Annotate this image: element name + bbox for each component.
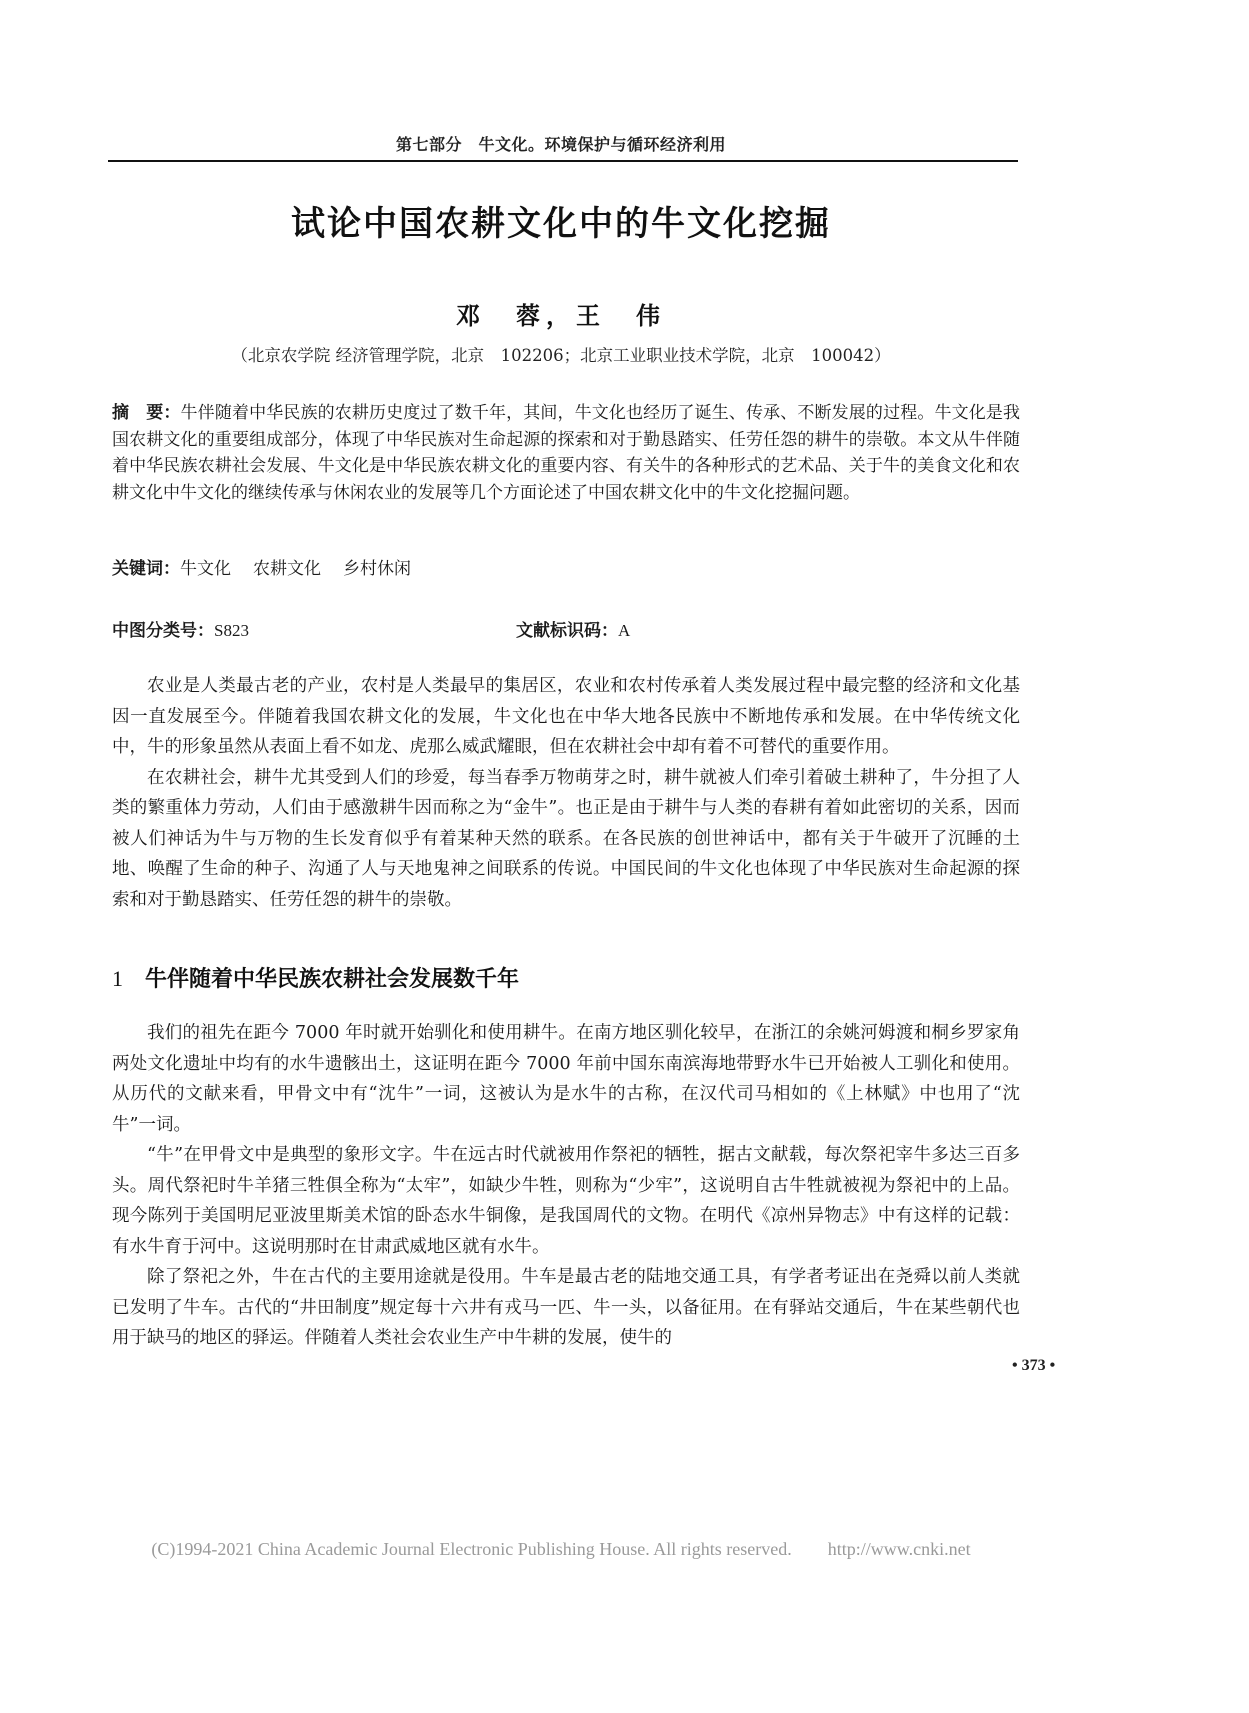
- body-paragraph: 在农耕社会，耕牛尤其受到人们的珍爱，每当春季万物萌芽之时，耕牛就被人们牵引着破土耕种了，牛分担了人类的繁重体力劳动，人们由于感激耕牛因而称之为“金牛”。也正是由于耕牛与人类的春耕有着如此密切的关系，因而被人们神话为牛与万物的生长发育似乎有着某种天然的联系。在各民族的创世神话中，都有关于牛破开了沉睡的土地、唤醒了生命的种子、沟通了人与天地鬼神之间联系的传说。中国民间的牛文化也体现了中华民族对生命起源的探索和对于勤恳踏实、任劳任怨的耕牛的崇敬。: [112, 767, 1020, 910]
- clc-number: [112, 616, 249, 641]
- keyword-item: 农耕文化: [253, 559, 321, 579]
- section-heading: [112, 962, 519, 993]
- article-title: 试论中国农耕文化中的牛文化挖掘: [291, 204, 831, 244]
- abstract-label: 摘 要：: [112, 403, 181, 423]
- doc-code-value: A: [618, 621, 631, 640]
- keyword-item: 牛文化: [180, 559, 231, 579]
- clc-value: S823: [214, 621, 249, 640]
- section-1-body: [112, 1018, 1020, 1354]
- abstract-text: 牛伴随着中华民族的农耕历史度过了数千年，其间，牛文化也经历了诞生、传承、不断发展的过程。牛文化是我国农耕文化的重要组成部分，体现了中华民族对生命起源的探索和对于勤恳踏实、任劳任怨的耕牛的崇敬。本文从牛伴随着中华民族农耕社会发展、牛文化是中华民族农耕文化的重要内容、有关牛的各种形式的艺术品、关于牛的美食文化和农耕文化中牛文化的继续传承与休闲农业的发展等几个方面论述了中国农耕文化中的牛文化挖掘问题。: [112, 403, 1021, 503]
- keywords: [112, 554, 1020, 579]
- section-title: 牛伴随着中华民族农耕社会发展数千年: [145, 967, 520, 992]
- body-paragraph: 我们的祖先在距今 7000 年时就开始驯化和使用耕牛。在南方地区驯化较早，在浙江的余姚河姆渡和桐乡罗家角两处文化遗址中均有的水牛遗骸出土，这证明在距今 7000 年前中国东南滨海地带野水牛已开始被人工驯化和使用。从历代的文献来看，甲骨文中有“沈牛”一词，这被认为是水牛的古称，在汉代司马相如的《上林赋》中也用了“沈牛”一词。: [112, 1023, 1020, 1135]
- abstract: [112, 400, 1020, 506]
- keyword-item: 乡村休闲: [343, 559, 411, 579]
- article-authors: 邓 蓉，王 伟: [456, 301, 666, 330]
- running-header: 第七部分 牛文化。环境保护与循环经济利用: [395, 135, 726, 154]
- copyright-watermark: (C)1994-2021 China Academic Journal Electronic Publishing House. All rights reserved. http://www.cnki.net: [151, 1539, 971, 1559]
- document-code: [516, 616, 630, 641]
- doc-code-label: 文献标识码：: [516, 621, 618, 641]
- clc-label: 中图分类号：: [112, 621, 214, 641]
- keywords-label: 关键词：: [112, 559, 180, 579]
- header-rule: [108, 160, 1018, 162]
- intro-section: [112, 671, 1020, 915]
- section-number: 1: [112, 966, 123, 991]
- page-number: • 373 •: [1012, 1357, 1056, 1374]
- body-paragraph: 除了祭祀之外，牛在古代的主要用途就是役用。牛车是最古老的陆地交通工具，有学者考证出在尧舜以前人类就已发明了牛车。古代的“井田制度”规定每十六井有戎马一匹、牛一头，以备征用。在有驿站交通后，牛在某些朝代也用于缺马的地区的驿运。伴随着人类社会农业生产中牛耕的发展，使牛的: [112, 1267, 1020, 1348]
- body-paragraph: 农业是人类最古老的产业，农村是人类最早的集居区，农业和农村传承着人类发展过程中最完整的经济和文化基因一直发展至今。伴随着我国农耕文化的发展，牛文化也在中华大地各民族中不断地传承和发展。在中华传统文化中，牛的形象虽然从表面上看不如龙、虎那么威武耀眼，但在农耕社会中却有着不可替代的重要作用。: [112, 676, 1020, 757]
- author-affiliation: （北京农学院 经济管理学院，北京 102206；北京工业职业技术学院，北京 100042）: [231, 346, 891, 365]
- body-paragraph: “牛”在甲骨文中是典型的象形文字。牛在远古时代就被用作祭祀的牺牲，据古文献载，每次祭祀宰牛多达三百多头。周代祭祀时牛羊猪三牲俱全称为“太牢”，如缺少牛牲，则称为“少牢”，这说明自古牛牲就被视为祭祀中的上品。现今陈列于美国明尼亚波里斯美术馆的卧态水牛铜像，是我国周代的文物。在明代《凉州异物志》中有这样的记载：有水牛育于河中。这说明那时在甘肃武威地区就有水牛。: [112, 1145, 1020, 1257]
